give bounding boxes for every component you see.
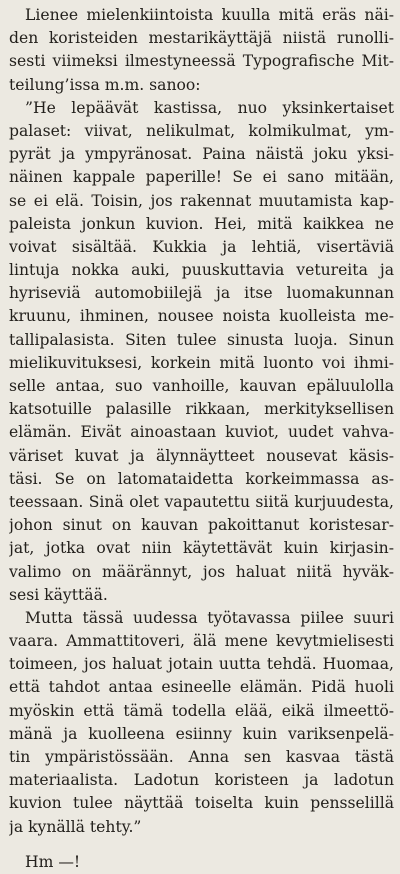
intro-paragraph [9, 4, 394, 97]
text-line: kuvion tulee näyttää toiselta kuin pensselillä [9, 794, 394, 813]
sign-off-text: Hm —! [25, 852, 81, 871]
text-line: teessaan. Sinä olet vapautettu siitä kurjuudesta, [9, 492, 394, 511]
text-line: pyrät ja ympyränosat. Paina näistä joku yksi- [9, 145, 394, 164]
text-line: vaara. Ammattitoveri, älä mene kevytmielisesti [9, 632, 394, 651]
sign-off-paragraph [9, 851, 394, 874]
text-line: elämän. Eivät ainoastaan kuviot, uudet vahva- [9, 423, 394, 442]
text-line: Mutta tässä uudessa työtavassa piilee suuri [25, 608, 394, 627]
text-line: katsotuille palasille rikkaan, merkityksellisen [9, 400, 394, 419]
text-line: tallipalasista. Siten tulee sinusta luoja. Sinun [9, 330, 394, 349]
text-line: kruunu, ihminen, nousee noista kuolleista me- [9, 307, 394, 326]
quote-paragraph-2 [9, 607, 394, 839]
text-line: tin ympäristössään. Anna sen kasvaa tästä [9, 748, 394, 766]
text-line: materiaalista. Ladotun koristeen ja ladotun [9, 771, 394, 790]
text-line: Lienee mielenkiintoista kuulla mitä eräs näi- [25, 6, 394, 24]
text-line: ”He lepäävät kastissa, nuo yksinkertaiset [25, 98, 394, 117]
text-line: täsi. Se on latomataidetta korkeimmassa as- [9, 469, 394, 488]
text-line: myöskin että tämä todella elää, eikä ilmeettö- [9, 701, 394, 720]
text-line: näinen kappale paperille! Se ei sano mitään, [9, 168, 394, 187]
text-line: että tahdot antaa esineelle elämän. Pidä huoli [9, 678, 394, 697]
text-line: väriset kuvat ja älynnäytteet nousevat käsis- [9, 446, 394, 465]
text-line: lintuja nokka auki, puuskuttavia vetureita ja [9, 261, 394, 280]
quote-paragraph-1 [9, 97, 394, 607]
text-line: johon sinut on kauvan pakoittanut koristesar- [9, 516, 394, 535]
text-line: teilung’issa m.m. sanoo: [9, 75, 201, 94]
text-line: toimeen, jos haluat jotain uutta tehdä. Huomaa, [9, 655, 394, 674]
text-line: hyriseviä automobiilejä ja itse luomakunnan [9, 284, 394, 303]
text-line: paleista jonkun kuvion. Hei, mitä kaikkea ne [9, 214, 394, 233]
text-line: valimo on määrännyt, jos haluat niitä hyväk- [9, 562, 394, 581]
text-line: sesti viimeksi ilmestyneessä Typografische Mit- [9, 52, 394, 71]
text-line: ja kynällä tehty.” [9, 817, 142, 836]
text-line: mielikuvituksesi, korkein mitä luonto voi ihmi- [9, 353, 394, 372]
text-line: voivat sisältää. Kukkia ja lehtiä, visertäviä [9, 237, 394, 256]
text-line: sesi käyttää. [9, 585, 108, 604]
text-line: den koristeiden mestarikäyttäjä niistä runolli- [9, 29, 394, 48]
text-line: se ei elä. Toisin, jos rakennat muutamista kap- [9, 191, 394, 210]
text-line: mänä ja kuolleena esiinny kuin variksenpelä- [9, 724, 394, 743]
text-line: jat, jotka ovat niin käytettävät kuin kirjasin- [9, 539, 394, 558]
text-line: palaset: viivat, nelikulmat, kolmikulmat, ym- [9, 121, 394, 140]
text-line: selle antaa, suo vanhoille, kauvan epäluulolla [9, 377, 394, 395]
